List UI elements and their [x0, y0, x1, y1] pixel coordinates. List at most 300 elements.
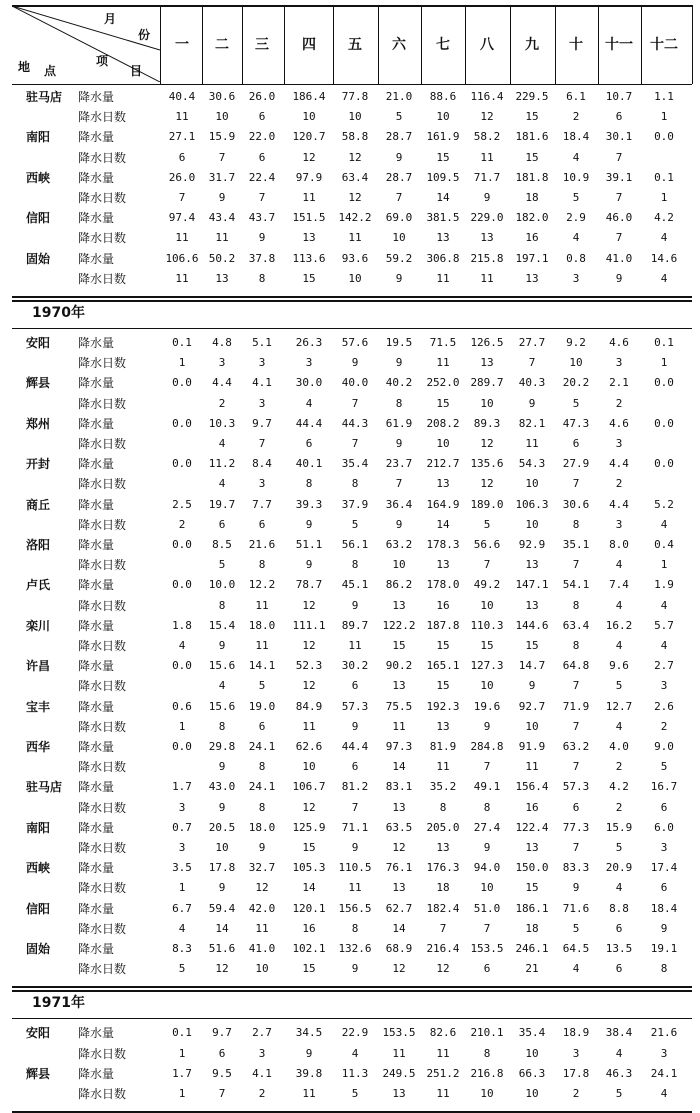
rainfall-cell: 20.2: [562, 376, 590, 390]
rain-days-cell: 6: [351, 760, 359, 774]
rain-days-cell: 3: [615, 437, 623, 450]
rain-days-cell: 12: [480, 437, 494, 450]
rain-days-cell: 10: [215, 110, 229, 124]
rainfall-cell: 59.4: [208, 901, 236, 915]
rainfall-cell: 2.6: [654, 699, 674, 713]
rainfall-label: 降水量: [78, 538, 115, 552]
rainfall-cell: 36.4: [385, 497, 413, 511]
month-header-9: 九: [525, 37, 539, 53]
corner-dian: 点: [44, 64, 57, 78]
rainfall-cell: 29.8: [208, 740, 236, 753]
rainfall-cell: 8.3: [172, 942, 192, 955]
section-top-rule: [12, 300, 692, 302]
rain-days-cell: 6: [305, 437, 313, 450]
rain-days-cell: 13: [525, 598, 539, 612]
rain-days-cell: 2: [615, 396, 623, 410]
rainfall-cell: 2.5: [172, 497, 192, 511]
rainfall-cell: 35.2: [429, 780, 457, 794]
rain-days-cell: 11: [302, 1087, 316, 1100]
header-column-divider: [598, 5, 599, 84]
rainfall-cell: 14.7: [518, 659, 546, 673]
rainfall-cell: 4.4: [212, 376, 232, 390]
rainfall-cell: 49.1: [473, 780, 501, 794]
rain-days-cell: 3: [258, 356, 266, 370]
rain-days-cell: 8: [572, 639, 580, 652]
header-column-divider: [202, 5, 203, 84]
corner-di: 地: [18, 60, 31, 74]
rain-days-cell: 6: [218, 1046, 226, 1060]
rain-days-cell: 3: [572, 271, 580, 285]
rainfall-label: 降水量: [78, 130, 115, 145]
rain-days-cell: 5: [178, 962, 186, 976]
rain-days-cell: 7: [483, 558, 491, 572]
rainfall-cell: 57.3: [562, 780, 590, 794]
rainfall-cell: 83.3: [562, 861, 590, 875]
rainfall-cell: 0.0: [172, 578, 192, 592]
rain-days-cell: 9: [218, 881, 226, 895]
rain-days-cell: 3: [258, 1046, 266, 1060]
rain-days-cell: 4: [660, 598, 668, 612]
rainfall-cell: 15.9: [605, 820, 633, 834]
rain-days-cell: 10: [525, 477, 539, 491]
rain-days-label: 降水日数: [78, 150, 127, 165]
rain-days-cell: 10: [525, 1087, 539, 1100]
rain-days-cell: 7: [258, 191, 266, 204]
rainfall-cell: 0.0: [172, 457, 192, 471]
rainfall-cell: 208.2: [426, 416, 460, 430]
rainfall-cell: 63.5: [385, 820, 413, 834]
rainfall-label: 降水量: [78, 861, 115, 876]
rain-days-cell: 7: [572, 679, 580, 693]
rain-days-cell: 14: [436, 517, 450, 531]
rain-days-cell: 11: [255, 921, 269, 935]
rain-days-cell: 12: [255, 881, 269, 895]
rainfall-cell: 186.4: [292, 90, 326, 103]
rain-days-cell: 9: [483, 841, 491, 854]
rain-days-cell: 12: [215, 962, 229, 976]
rainfall-cell: 64.8: [562, 659, 590, 673]
rain-days-cell: 4: [615, 719, 623, 733]
rainfall-cell: 10.7: [605, 90, 633, 103]
rain-days-cell: 12: [392, 962, 406, 976]
rain-days-cell: 12: [436, 962, 450, 976]
rain-days-cell: 13: [302, 231, 316, 245]
rain-days-cell: 16: [436, 598, 450, 612]
rainfall-cell: 76.1: [385, 861, 413, 875]
header-column-divider: [242, 5, 243, 84]
rainfall-cell: 102.1: [292, 942, 326, 955]
rainfall-cell: 132.6: [338, 942, 372, 955]
rainfall-label: 降水量: [78, 416, 115, 431]
rainfall-cell: 4.8: [212, 336, 232, 349]
rainfall-cell: 116.4: [470, 90, 504, 103]
rain-days-cell: 2: [178, 517, 186, 531]
rain-days-cell: 13: [392, 1087, 406, 1100]
rain-days-cell: 8: [395, 396, 403, 410]
rain-days-cell: 4: [615, 598, 623, 612]
rain-days-cell: 7: [178, 191, 186, 204]
rainfall-cell: 88.6: [429, 90, 457, 103]
rainfall-cell: 106.6: [165, 251, 199, 265]
rain-days-cell: 1: [660, 110, 668, 124]
header-column-divider: [692, 5, 693, 84]
rain-days-cell: 13: [215, 271, 229, 285]
rain-days-cell: 7: [572, 558, 580, 572]
rain-days-label: 降水日数: [78, 719, 127, 734]
rainfall-cell: 205.0: [426, 820, 460, 834]
rainfall-cell: 0.0: [172, 538, 192, 551]
rainfall-cell: 58.8: [341, 130, 369, 144]
rain-days-cell: 1: [178, 719, 186, 733]
rain-days-cell: 11: [525, 437, 539, 450]
rainfall-cell: 135.6: [470, 457, 504, 471]
rain-days-cell: 2: [218, 396, 226, 410]
rain-days-cell: 7: [615, 150, 623, 164]
rainfall-cell: 35.4: [341, 457, 369, 471]
rainfall-cell: 9.6: [609, 659, 629, 673]
rainfall-cell: 89.3: [473, 416, 501, 430]
rain-days-cell: 15: [436, 639, 450, 652]
rain-days-cell: 13: [525, 841, 539, 854]
rain-days-cell: 4: [572, 150, 580, 164]
rain-days-cell: 9: [351, 719, 359, 733]
rainfall-cell: 8.0: [609, 538, 629, 551]
rain-days-cell: 8: [351, 921, 359, 935]
rain-days-cell: 6: [351, 679, 359, 693]
rainfall-cell: 71.6: [562, 901, 590, 915]
rainfall-cell: 6.1: [566, 90, 586, 103]
rainfall-cell: 57.3: [341, 699, 369, 713]
rain-days-cell: 7: [218, 1087, 226, 1100]
rainfall-cell: 147.1: [515, 578, 549, 592]
header-column-divider: [421, 5, 422, 84]
rain-days-cell: 7: [258, 437, 266, 450]
rain-days-cell: 9: [483, 719, 491, 733]
rainfall-cell: 75.5: [385, 699, 413, 713]
rain-days-cell: 7: [572, 477, 580, 491]
corner-mu: 目: [130, 64, 143, 78]
rainfall-label: 降水量: [78, 1026, 115, 1041]
table-top-rule: [12, 5, 692, 7]
rainfall-cell: 0.0: [654, 457, 674, 471]
rainfall-cell: 19.7: [208, 497, 236, 511]
rain-days-cell: 6: [483, 962, 491, 976]
rainfall-cell: 4.6: [609, 416, 629, 430]
rain-days-cell: 9: [218, 639, 226, 652]
rain-days-cell: 11: [436, 1046, 450, 1060]
rainfall-label: 降水量: [78, 376, 115, 391]
rain-days-cell: 10: [348, 110, 362, 124]
rainfall-cell: 127.3: [470, 659, 504, 673]
rainfall-cell: 4.1: [252, 376, 272, 390]
rainfall-cell: 0.0: [172, 416, 192, 430]
station-name: 南阳: [26, 820, 51, 835]
rainfall-cell: 93.6: [341, 251, 369, 265]
rain-days-cell: 14: [436, 191, 450, 204]
rain-days-cell: 18: [525, 191, 539, 204]
rainfall-cell: 18.9: [562, 1026, 590, 1040]
rain-days-cell: 2: [572, 1087, 580, 1100]
rainfall-cell: 0.1: [172, 1026, 192, 1040]
rainfall-cell: 44.4: [341, 740, 369, 753]
rain-days-label: 降水日数: [78, 598, 127, 613]
rain-days-cell: 6: [218, 517, 226, 531]
rainfall-cell: 306.8: [426, 251, 460, 265]
rain-days-cell: 10: [569, 356, 583, 370]
rain-days-cell: 9: [395, 517, 403, 531]
rain-days-cell: 1: [178, 881, 186, 895]
rainfall-label: 降水量: [78, 578, 115, 593]
rainfall-cell: 56.1: [341, 538, 369, 551]
rainfall-cell: 63.2: [385, 538, 413, 551]
rain-days-cell: 11: [302, 191, 316, 204]
rainfall-cell: 4.4: [609, 457, 629, 471]
rainfall-cell: 69.0: [385, 211, 413, 225]
rainfall-cell: 186.1: [515, 901, 549, 915]
rainfall-cell: 97.4: [168, 211, 196, 225]
station-name: 许昌: [26, 659, 51, 674]
rainfall-cell: 2.7: [654, 659, 674, 673]
rain-days-cell: 15: [436, 396, 450, 410]
rainfall-cell: 58.2: [473, 130, 501, 144]
rain-days-cell: 2: [615, 760, 623, 774]
rainfall-cell: 144.6: [515, 618, 549, 632]
rain-days-label: 降水日数: [78, 760, 127, 775]
rainfall-cell: 91.9: [518, 740, 546, 753]
rainfall-cell: 16.2: [605, 618, 633, 632]
rain-days-cell: 6: [258, 719, 266, 733]
rain-days-cell: 12: [480, 110, 494, 124]
rain-days-cell: 10: [436, 110, 450, 124]
rainfall-cell: 5.2: [654, 497, 674, 511]
rain-days-cell: 5: [615, 841, 623, 854]
rainfall-cell: 54.1: [562, 578, 590, 592]
rainfall-cell: 78.7: [295, 578, 323, 592]
rainfall-cell: 37.9: [341, 497, 369, 511]
rain-days-cell: 14: [215, 921, 229, 935]
rainfall-cell: 59.2: [385, 251, 413, 265]
rainfall-cell: 4.6: [609, 336, 629, 349]
rainfall-cell: 10.0: [208, 578, 236, 592]
station-name: 开封: [26, 457, 51, 472]
rain-days-cell: 15: [302, 962, 316, 976]
rainfall-cell: 178.0: [426, 578, 460, 592]
rain-days-cell: 11: [436, 356, 450, 370]
rain-days-cell: 11: [392, 719, 406, 733]
rainfall-cell: 252.0: [426, 376, 460, 390]
rainfall-cell: 16.7: [650, 780, 678, 794]
station-name: 栾川: [26, 618, 51, 633]
rain-days-cell: 7: [572, 760, 580, 774]
rainfall-cell: 229.0: [470, 211, 504, 225]
rain-days-cell: 4: [615, 881, 623, 895]
rainfall-cell: 52.3: [295, 659, 323, 673]
rainfall-cell: 35.1: [562, 538, 590, 551]
rainfall-label: 降水量: [78, 457, 115, 472]
rainfall-cell: 189.0: [470, 497, 504, 511]
rain-days-cell: 5: [395, 110, 403, 124]
rain-days-cell: 4: [218, 679, 226, 693]
rain-days-cell: 6: [660, 800, 668, 814]
rain-days-cell: 10: [392, 558, 406, 572]
station-name: 郑州: [26, 416, 51, 431]
rainfall-cell: 106.3: [515, 497, 549, 511]
rainfall-cell: 46.3: [605, 1066, 633, 1080]
rain-days-cell: 7: [483, 760, 491, 774]
rainfall-cell: 125.9: [292, 820, 326, 834]
rainfall-label: 降水量: [78, 90, 115, 104]
rainfall-cell: 43.4: [208, 211, 236, 225]
rainfall-cell: 251.2: [426, 1066, 460, 1080]
rainfall-label: 降水量: [78, 170, 115, 185]
rainfall-cell: 13.5: [605, 942, 633, 955]
rain-days-cell: 6: [258, 150, 266, 164]
rain-days-label: 降水日数: [78, 1087, 127, 1101]
rain-days-cell: 9: [395, 271, 403, 285]
rainfall-cell: 81.9: [429, 740, 457, 753]
rainfall-cell: 90.2: [385, 659, 413, 673]
rainfall-cell: 40.2: [385, 376, 413, 390]
month-header-4: 四: [302, 37, 316, 53]
rainfall-cell: 39.3: [295, 497, 323, 511]
rain-days-cell: 1: [178, 356, 186, 370]
rainfall-cell: 22.9: [341, 1026, 369, 1040]
rain-days-cell: 4: [615, 639, 623, 652]
rainfall-cell: 2.9: [566, 211, 586, 225]
rainfall-cell: 153.5: [470, 942, 504, 955]
rainfall-cell: 9.7: [212, 1026, 232, 1040]
rainfall-cell: 18.4: [562, 130, 590, 144]
rainfall-cell: 41.0: [248, 942, 276, 955]
rain-days-cell: 8: [305, 477, 313, 491]
rain-days-cell: 9: [351, 598, 359, 612]
rain-days-label: 降水日数: [78, 110, 127, 125]
rainfall-cell: 0.1: [654, 336, 674, 349]
rainfall-label: 降水量: [78, 780, 115, 795]
rainfall-label: 降水量: [78, 740, 115, 754]
rainfall-cell: 32.7: [248, 861, 276, 875]
rainfall-cell: 2.1: [609, 376, 629, 390]
rain-days-cell: 9: [305, 517, 313, 531]
rainfall-cell: 19.0: [248, 699, 276, 713]
rain-days-cell: 13: [392, 598, 406, 612]
rain-days-cell: 15: [392, 639, 406, 652]
rain-days-cell: 3: [178, 841, 186, 854]
rainfall-cell: 8.4: [252, 457, 272, 471]
rainfall-cell: 0.0: [654, 376, 674, 390]
rainfall-cell: 35.4: [518, 1026, 546, 1040]
rain-days-cell: 8: [483, 800, 491, 814]
rainfall-label: 降水量: [78, 901, 115, 916]
rain-days-cell: 4: [218, 477, 226, 491]
rain-days-cell: 8: [351, 477, 359, 491]
rain-days-cell: 12: [302, 679, 316, 693]
rain-days-cell: 13: [525, 271, 539, 285]
rain-days-cell: 3: [218, 356, 226, 370]
station-name: 驻马店: [26, 90, 63, 104]
rainfall-cell: 26.0: [168, 170, 196, 184]
rainfall-cell: 187.8: [426, 618, 460, 632]
rain-days-cell: 11: [436, 271, 450, 285]
rain-days-cell: 7: [351, 396, 359, 410]
station-name: 安阳: [26, 1026, 51, 1041]
rain-days-cell: 14: [392, 921, 406, 935]
station-name: 西峡: [26, 861, 51, 876]
rainfall-cell: 28.7: [385, 130, 413, 144]
header-column-divider: [333, 5, 334, 84]
rain-days-cell: 9: [218, 191, 226, 204]
rain-days-cell: 8: [572, 598, 580, 612]
rainfall-cell: 10.3: [208, 416, 236, 430]
station-name: 洛阳: [26, 538, 51, 552]
rainfall-cell: 27.4: [473, 820, 501, 834]
rain-days-cell: 7: [572, 719, 580, 733]
rain-days-cell: 9: [218, 800, 226, 814]
rain-days-label: 降水日数: [78, 800, 127, 815]
rainfall-cell: 216.4: [426, 942, 460, 955]
rain-days-cell: 4: [572, 962, 580, 976]
rainfall-cell: 1.7: [172, 1066, 192, 1080]
station-name: 南阳: [26, 130, 51, 145]
rainfall-cell: 18.4: [650, 901, 678, 915]
rainfall-cell: 3.5: [172, 861, 192, 875]
rainfall-cell: 71.7: [473, 170, 501, 184]
rain-days-cell: 13: [436, 477, 450, 491]
rainfall-cell: 62.6: [295, 740, 323, 753]
rain-days-cell: 4: [218, 437, 226, 450]
rainfall-cell: 151.5: [292, 211, 326, 225]
rainfall-cell: 64.5: [562, 942, 590, 955]
rainfall-cell: 4.2: [609, 780, 629, 794]
rain-days-cell: 15: [436, 150, 450, 164]
rainfall-cell: 181.6: [515, 130, 549, 144]
section-header-rule: [12, 1018, 692, 1019]
rainfall-cell: 0.8: [566, 251, 586, 265]
month-header-7: 七: [436, 37, 450, 53]
rain-days-cell: 3: [258, 477, 266, 491]
rain-days-cell: 7: [483, 921, 491, 935]
rain-days-cell: 4: [572, 231, 580, 245]
rain-days-cell: 11: [255, 598, 269, 612]
rainfall-cell: 15.6: [208, 659, 236, 673]
rainfall-cell: 156.5: [338, 901, 372, 915]
rain-days-cell: 14: [392, 760, 406, 774]
rain-days-cell: 5: [218, 558, 226, 572]
rain-days-cell: 13: [392, 679, 406, 693]
rain-days-cell: 5: [572, 396, 580, 410]
section-year-label: 1970年: [32, 305, 85, 321]
rainfall-cell: 21.6: [248, 538, 276, 551]
rainfall-label: 降水量: [78, 211, 115, 226]
rainfall-cell: 21.0: [385, 90, 413, 103]
rainfall-cell: 120.1: [292, 901, 326, 915]
rain-days-cell: 3: [615, 356, 623, 370]
rain-days-cell: 8: [660, 962, 668, 976]
rainfall-cell: 30.6: [208, 90, 236, 103]
rainfall-cell: 62.7: [385, 901, 413, 915]
rain-days-cell: 9: [395, 437, 403, 450]
rain-days-label: 降水日数: [78, 921, 127, 936]
rain-days-cell: 9: [218, 760, 226, 774]
rainfall-cell: 0.7: [172, 820, 192, 834]
rainfall-cell: 6.7: [172, 901, 192, 915]
rainfall-cell: 82.6: [429, 1026, 457, 1040]
corner-month: 月: [104, 12, 117, 26]
corner-xiang: 项: [96, 54, 109, 68]
rain-days-cell: 6: [615, 962, 623, 976]
rainfall-cell: 38.4: [605, 1026, 633, 1040]
rainfall-cell: 109.5: [426, 170, 460, 184]
